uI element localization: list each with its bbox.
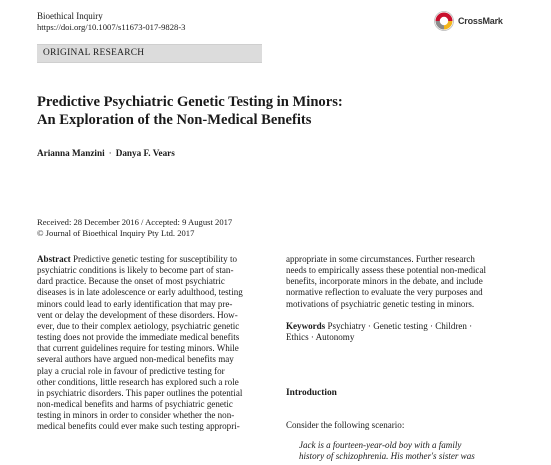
section-bar — [37, 44, 262, 63]
section-label: ORIGINAL RESEARCH — [43, 48, 145, 58]
keywords-text: Psychiatry · Genetic testing · Children · — [327, 321, 473, 332]
keywords-line — [286, 321, 514, 332]
crossmark-icon — [434, 11, 454, 31]
abstract-line: psychiatric conditions is likely to become part of stan- — [37, 265, 234, 276]
abstract-line: normative reflection to evaluate the very purposes and — [286, 287, 483, 298]
abstract-first-line — [37, 254, 262, 265]
author-name[interactable]: Danya F. Vears — [115, 148, 175, 158]
keywords-line: Ethics · Autonomy — [286, 332, 355, 343]
abstract-line: play a crucial role in favour of predictive testing for — [37, 365, 225, 376]
received-dates: Received: 28 December 2016 / Accepted: 9 August 2017 — [37, 217, 233, 227]
abstract-line: motivations of psychiatric genetic testing in minors. — [286, 298, 475, 309]
crossmark-badge[interactable] — [434, 11, 503, 31]
abstract-line: non-medical benefits and harms of psychiatric genetic — [37, 399, 233, 410]
abstract-line: that current guidelines require for testing minors. While — [37, 343, 239, 354]
author-name[interactable]: Arianna Manzini — [37, 148, 105, 158]
introduction-heading: Introduction — [286, 388, 337, 398]
abstract-line: benefits, incorporate minors in the debate, and include — [286, 276, 483, 287]
abstract-line: dard practice. Because the onset of most psychiatric — [37, 276, 225, 287]
abstract-line: several authors have argued non-medical benefits may — [37, 354, 234, 365]
scenario-line: Jack is a fourteen-year-old boy with a family — [299, 440, 462, 450]
keywords-label: Keywords — [286, 321, 326, 332]
abstract-line: testing in minors in order to consider whether the non- — [37, 410, 235, 421]
abstract-line: needs to empirically assess these potential non-medical — [286, 265, 486, 276]
abstract-continued-column — [286, 254, 514, 344]
doi-link[interactable]: https://doi.org/10.1007/s11673-017-9828-3 — [37, 22, 186, 32]
received-info — [37, 217, 232, 238]
article-title — [37, 93, 517, 129]
crossmark-label: CrossMark — [458, 16, 503, 26]
author-list — [37, 148, 175, 158]
scenario-line: history of schizophrenia. His mother's sister was — [299, 451, 475, 462]
abstract-line: ever, due to their complex aetiology, psychiatric genetic — [37, 320, 240, 331]
abstract-line: medical benefits could ever make such testing appropri- — [37, 421, 240, 432]
consider-text: Consider the following scenario: — [286, 420, 405, 430]
abstract-line: testing does not provide the immediate medical benefits — [37, 332, 240, 343]
abstract-line: vent or delay the development of these disorders. How- — [37, 309, 238, 320]
abstract-line: diseases is in late adolescence or early adulthood, testing — [37, 287, 243, 298]
copyright-line: © Journal of Bioethical Inquiry Pty Ltd. 2017 — [37, 227, 195, 238]
abstract-label: Abstract — [37, 254, 71, 264]
title-line: An Exploration of the Non-Medical Benefits — [37, 112, 312, 128]
abstract-line: appropriate in some circumstances. Further research — [286, 254, 475, 264]
abstract-line: in psychiatric disorders. This paper outlines the potential — [37, 387, 243, 398]
abstract-line: other conditions, little research has explored such a role — [37, 376, 239, 387]
author-separator: · — [108, 148, 112, 158]
journal-name: Bioethical Inquiry — [37, 11, 103, 21]
scenario-quote — [299, 440, 515, 462]
abstract-line: minors could lead to early identification that may pre- — [37, 298, 233, 309]
title-line: Predictive Psychiatric Genetic Testing in Minors: — [37, 94, 343, 110]
abstract-text: Predictive genetic testing for susceptibility to — [72, 254, 238, 264]
abstract-column — [37, 254, 262, 433]
